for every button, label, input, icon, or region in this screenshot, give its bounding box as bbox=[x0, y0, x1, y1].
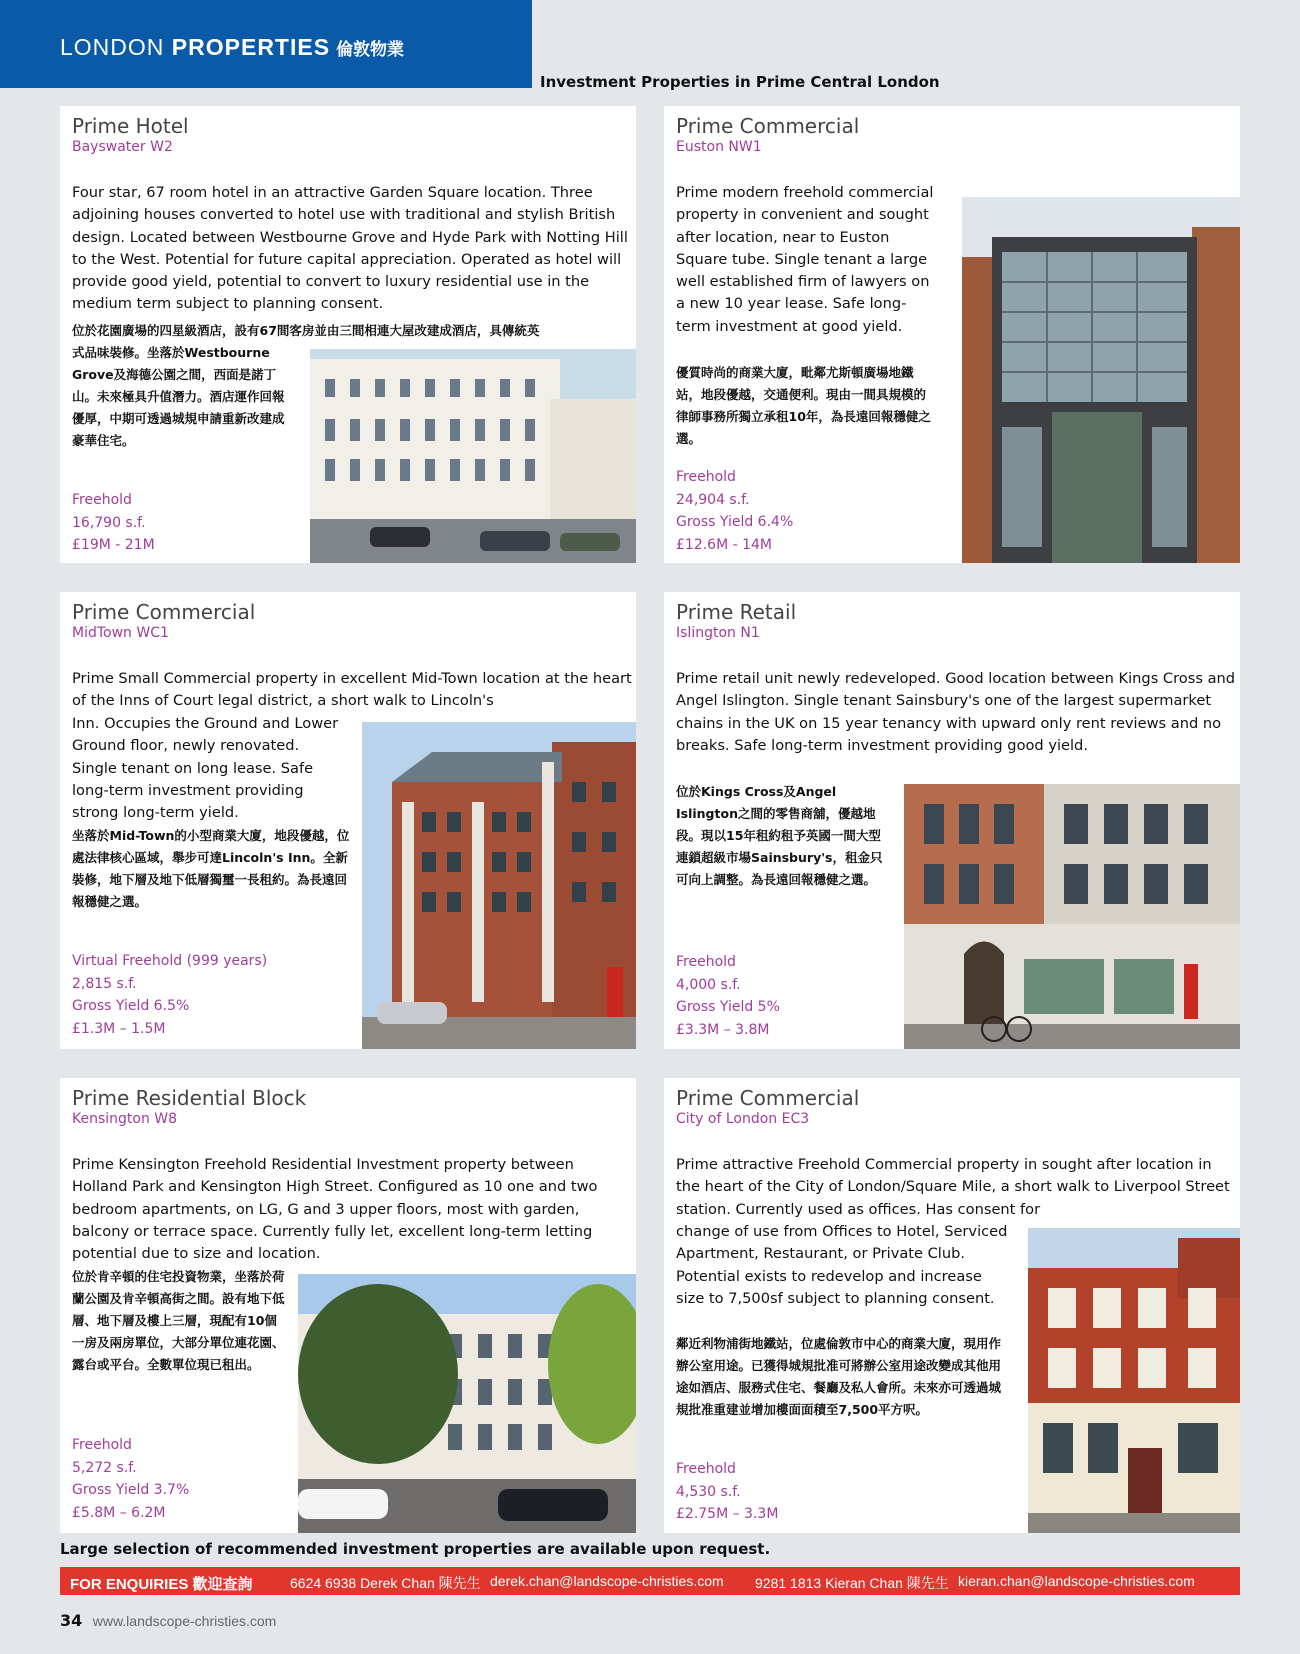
listing-card-commercial-city bbox=[664, 1078, 1240, 1533]
page-subtitle: Investment Properties in Prime Central London bbox=[540, 73, 940, 91]
listing-location: Bayswater W2 bbox=[72, 139, 173, 155]
listing-price: £5.8M – 6.2M bbox=[72, 1504, 166, 1521]
islington-retail-photo bbox=[904, 784, 1240, 1049]
listing-size: 16,790 s.f. bbox=[72, 514, 146, 531]
listing-tenure: Freehold bbox=[676, 954, 736, 970]
listing-price: £2.75M – 3.3M bbox=[676, 1506, 779, 1522]
listing-description-cn: 位於肯辛頓的住宅投資物業，坐落於荷蘭公園及肯辛頓高街之間。設有地下低層、地下層及樓上三層，現配有10個一房及兩房單位，大部分單位連花園、露台或平台。全數單位現已租出。 bbox=[72, 1269, 285, 1372]
listing-facts bbox=[72, 489, 155, 557]
listing-tenure: Freehold bbox=[676, 1461, 736, 1477]
listing-card-commercial-midtown bbox=[60, 592, 636, 1049]
page-number: 34 bbox=[60, 1611, 83, 1630]
listing-description: Prime attractive Freehold Commercial property in sought after location in the heart of the City of London/Square Mile, a short walk to Liverpool Street station. Currently used as offices. Has consent for bbox=[676, 1156, 1230, 1218]
listing-description: Prime retail unit newly redeveloped. Good location between Kings Cross and Angel Islington. Single tenant Sainsbury's one of the largest supermarket chains in the UK on 15 year tenancy with upward only rent reviews and no breaks. Safe long-term investment providing good yield. bbox=[676, 670, 1236, 754]
listing-description-cn-line: 位於花園廣場的四星級酒店，設有67間客房並由三間相連大屋改建成酒店，具傳統英 bbox=[72, 323, 540, 338]
listing-description-cn: 鄰近利物浦街地鐵站，位處倫敦市中心的商業大廈，現用作辦公室用途。已獲得城規批准可將辦公室用途改變成其他用途如酒店、服務式住宅、餐廳及私人會所。未來亦可透過城規批准重建並增加樓面面積至7,500平方呎。 bbox=[676, 1336, 1002, 1417]
listing-card-hotel-bayswater bbox=[60, 106, 636, 563]
listing-title: Prime Residential Block bbox=[72, 1086, 307, 1110]
listing-description: Prime modern freehold commercial property in convenient and sought after location, near to Euston Square tube. Single tenant a large well established firm of lawyers on a new 10 year lease. Safe long-term investment at good yield. bbox=[676, 184, 934, 335]
listing-title: Prime Retail bbox=[676, 600, 797, 624]
listing-size: 4,530 s.f. bbox=[676, 1483, 741, 1500]
listing-location: MidTown WC1 bbox=[72, 625, 169, 641]
hotel-photo bbox=[310, 349, 636, 563]
listing-size: 4,000 s.f. bbox=[676, 976, 741, 993]
listing-facts bbox=[676, 466, 793, 556]
enquiries-label: FOR ENQUIRIES 歡迎查詢 bbox=[70, 1576, 253, 1593]
listing-description-continued: Inn. Occupies the Ground and Lower Ground floor, newly renovated. Single tenant on long lease. Safe long-term investment providing strong long-term yield. bbox=[72, 715, 339, 822]
listing-location: Islington N1 bbox=[676, 625, 760, 641]
listing-facts bbox=[676, 951, 780, 1041]
city-commercial-photo bbox=[1028, 1228, 1240, 1533]
listing-description-continued: change of use from Offices to Hotel, Serviced Apartment, Restaurant, or Private Club. Potential exists to redevelop and increase size to 7,500sf subject to planning consent. bbox=[676, 1223, 1008, 1307]
page-footer bbox=[60, 1611, 276, 1630]
listing-yield: Gross Yield 6.5% bbox=[72, 998, 190, 1014]
listing-facts bbox=[676, 1458, 778, 1526]
listing-description-cn: 坐落於Mid-Town的小型商業大廈，地段優越，位處法律核心區域，舉步可達Lincoln's Inn。全新裝修，地下層及地下低層獨璽一長租約。為長遠回報穩健之選。 bbox=[72, 828, 350, 909]
listing-description: Four star, 67 room hotel in an attractive Garden Square location. Three adjoining houses converted to hotel use with traditional and stylish British design. Located between Westbourne Grove and Hyde Park with Notting Hill to the West. Potential for future capital appreciation. Operated as hotel will provide good yield, potential to convert to luxury residential use in the medium term subject to planning consent. bbox=[72, 184, 628, 313]
euston-building-photo bbox=[962, 197, 1240, 563]
listing-description-cn: 式品味裝修。坐落於Westbourne Grove及海德公園之間，西面是諾丁山。未來極具升值潛力。酒店運作回報優厚，中期可透過城規申請重新改建成豪華住宅。 bbox=[72, 345, 285, 448]
listing-title: Prime Commercial bbox=[676, 1086, 860, 1110]
contact-email-derek[interactable]: derek.chan@landscope-christies.com bbox=[490, 1573, 724, 1589]
enquiries-bar bbox=[60, 1567, 1240, 1595]
midtown-building-photo bbox=[362, 722, 636, 1049]
listing-yield: Gross Yield 5% bbox=[676, 999, 780, 1015]
contact-phone-kieran: 9281 1813 Kieran Chan 陳先生 bbox=[755, 1575, 949, 1591]
listing-size: 5,272 s.f. bbox=[72, 1459, 137, 1476]
listing-title: Prime Commercial bbox=[72, 600, 256, 624]
listing-card-commercial-euston bbox=[664, 106, 1240, 563]
listing-description-cn: 位於Kings Cross及Angel Islington之間的零售商舖，優越地段。現以15年租約租予英國一間大型連鎖超級市場Sainsbury's，租金只可向上調整。為長遠回報穩健之選。 bbox=[676, 784, 883, 887]
listing-tenure: Virtual Freehold (999 years) bbox=[72, 953, 268, 969]
listing-card-residential-kensington bbox=[60, 1078, 636, 1533]
listing-location: Kensington W8 bbox=[72, 1111, 178, 1127]
footer-note: Large selection of recommended investment properties are available upon request. bbox=[60, 1540, 771, 1558]
listing-size: 2,815 s.f. bbox=[72, 975, 137, 992]
listing-description-cn: 優質時尚的商業大廈，毗鄰尤斯頓廣場地鐵站，地段優越，交通便利。現由一間具規模的律師事務所獨立承租10年，為長遠回報穩健之選。 bbox=[676, 365, 931, 446]
listing-description: Prime Small Commercial property in excellent Mid-Town location at the heart of the Inns of Court legal district, a short walk to Lincoln's bbox=[72, 670, 632, 710]
contact-email-kieran[interactable]: kieran.chan@landscope-christies.com bbox=[958, 1573, 1195, 1589]
listing-card-retail-islington bbox=[664, 592, 1240, 1049]
listing-tenure: Freehold bbox=[72, 492, 132, 508]
listing-description: Prime Kensington Freehold Residential Investment property between Holland Park and Kensington High Street. Configured as 10 one and two bedroom apartments, on LG, G and 3 upper floors, most with garden, balcony or terrace space. Currently fully let, excellent long-term letting potential due to size and location. bbox=[72, 1156, 598, 1263]
listing-yield: Gross Yield 6.4% bbox=[676, 514, 794, 530]
page-title: LONDON PROPERTIES 倫敦物業 bbox=[60, 34, 405, 60]
listing-price: £1.3M – 1.5M bbox=[72, 1020, 166, 1037]
listing-price: £3.3M – 3.8M bbox=[676, 1021, 770, 1038]
listing-location: City of London EC3 bbox=[676, 1111, 810, 1127]
listing-price: £12.6M - 14M bbox=[676, 536, 773, 553]
listing-tenure: Freehold bbox=[72, 1437, 132, 1453]
listing-title: Prime Hotel bbox=[72, 114, 189, 138]
listing-size: 24,904 s.f. bbox=[676, 491, 750, 508]
listing-tenure: Freehold bbox=[676, 469, 736, 485]
listing-facts bbox=[72, 1434, 189, 1524]
contact-phone-derek: 6624 6938 Derek Chan 陳先生 bbox=[290, 1575, 481, 1591]
listing-price: £19M - 21M bbox=[72, 537, 155, 553]
website-link[interactable]: www.landscope-christies.com bbox=[92, 1613, 277, 1629]
listing-location: Euston NW1 bbox=[676, 139, 762, 155]
listing-title: Prime Commercial bbox=[676, 114, 860, 138]
listing-facts bbox=[72, 950, 267, 1040]
listing-yield: Gross Yield 3.7% bbox=[72, 1482, 190, 1498]
kensington-residential-photo bbox=[298, 1274, 636, 1533]
